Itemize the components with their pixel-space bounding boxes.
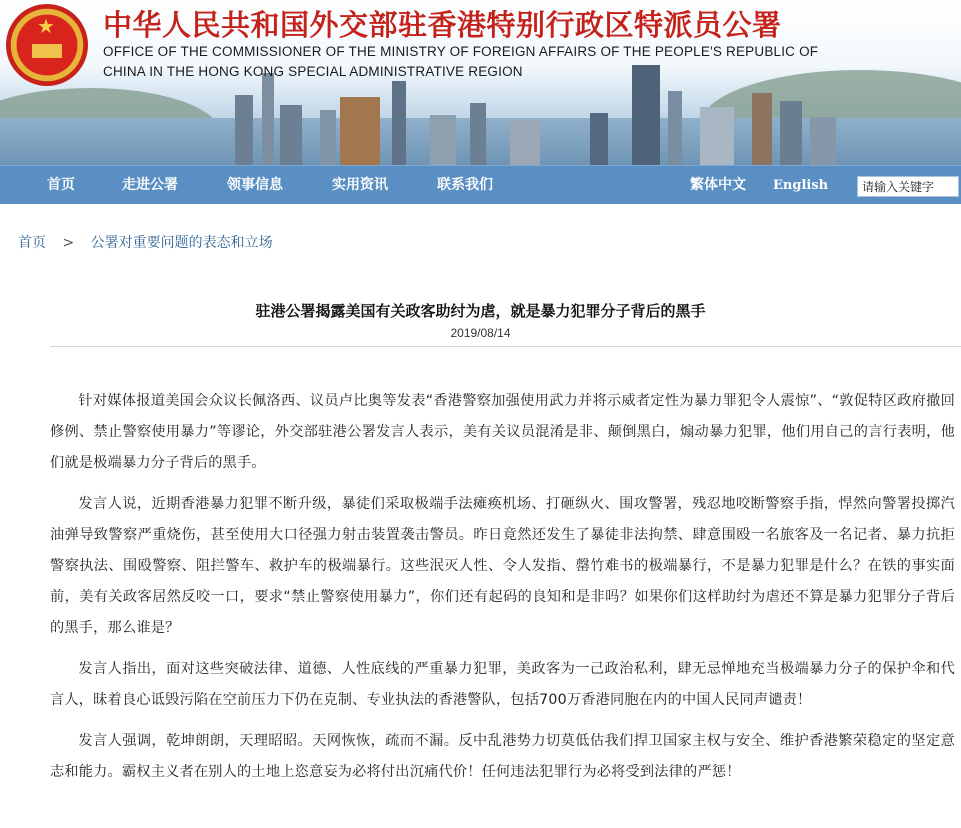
nav-item-info[interactable]: 实用资讯 xyxy=(332,177,388,193)
site-title-en: OFFICE OF THE COMMISSIONER OF THE MINISTRY OF FOREIGN AFFAIRS OF THE PEOPLE'S REPUBLIC OF CHINA IN THE HONG KONG SPECIAL ADMINISTRATIVE REGION xyxy=(103,44,819,79)
article-date: 2019/08/14 xyxy=(450,326,511,340)
main-nav xyxy=(0,165,961,204)
breadcrumb-separator: > xyxy=(62,235,75,251)
header-banner xyxy=(0,0,961,165)
article-paragraph: 发言人强调，乾坤朗朗，天理昭昭。天网恢恢，疏而不漏。反中乱港势力切莫低估我们捍卫国家主权与安全、维护香港繁荣稳定的坚定意志和能力。霸权主义者在别人的土地上恣意妄为必将付出沉痛代价！任何违法犯罪行为必将受到法律的严惩！ xyxy=(50,733,955,780)
nav-item-home[interactable]: 首页 xyxy=(47,177,75,193)
lang-english-link[interactable]: English xyxy=(773,178,829,193)
article-paragraph: 发言人指出，面对这些突破法律、道德、人性底线的严重暴力犯罪，美政客为一己政治私利，肆无忌惮地充当极端暴力分子的保护伞和代言人，昧着良心诋毁污陷在空前压力下仍在克制、专业执法的香港警队，包括700万香港同胞在内的中国人民同声谴责！ xyxy=(50,661,955,708)
breadcrumb-section[interactable]: 公署对重要问题的表态和立场 xyxy=(90,235,273,251)
search-input[interactable] xyxy=(857,176,959,197)
nav-item-consular[interactable]: 领事信息 xyxy=(227,177,283,193)
article-paragraph: 发言人说，近期香港暴力犯罪不断升级，暴徒们采取极端手法瘫痪机场、打砸纵火、围攻警署，残忍地咬断警察手指，悍然向警署投掷汽油弹导致警察严重烧伤，甚至使用大口径强力射击装置袭击警员。昨日竟然还发生了暴徒非法拘禁、肆意围殴一名旅客及一名记者、暴力抗拒警察执法、围殴警察、阻拦警车、救护车的极端暴行。这些泯灭人性、令人发指、罄竹难书的极端暴行，不是暴力犯罪是什么？在铁的事实面前，美有关政客居然反咬一口，要求“禁止警察使用暴力”，你们还有起码的良知和是非吗？如果你们这样助纣为虐还不算是暴力犯罪分子背后的黑手，那么谁是？ xyxy=(50,496,955,636)
article-paragraph: 针对媒体报道美国会众议长佩洛西、议员卢比奥等发表“香港警察加强使用武力并将示威者定性为暴力罪犯令人震惊”、“敦促特区政府撤回修例、禁止警察使用暴力”等谬论，外交部驻港公署发言人表示，美有关议员混淆是非、颠倒黑白，煽动暴力犯罪，他们用自己的言行表明，他们就是极端暴力分子背后的黑手。 xyxy=(50,393,955,471)
breadcrumb xyxy=(18,232,273,252)
article-title: 驻港公署揭露美国有关政客助纣为虐，就是暴力犯罪分子背后的黑手 xyxy=(255,302,706,320)
breadcrumb-home[interactable]: 首页 xyxy=(18,235,46,251)
nav-item-contact[interactable]: 联系我们 xyxy=(437,177,493,193)
title-divider xyxy=(50,346,961,347)
national-emblem-icon: ★ xyxy=(6,4,88,86)
lang-traditional-link[interactable]: 繁体中文 xyxy=(690,177,746,193)
nav-item-about[interactable]: 走进公署 xyxy=(122,177,178,193)
article-body xyxy=(50,386,955,798)
site-title-cn: 中华人民共和国外交部驻香港特别行政区特派员公署 xyxy=(103,8,782,42)
